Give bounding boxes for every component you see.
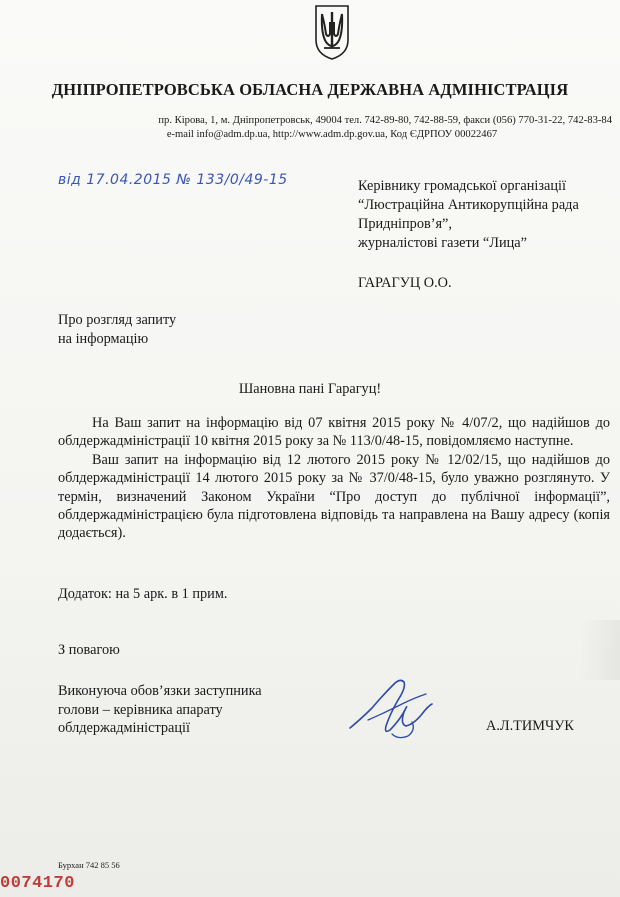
recipient-block — [358, 177, 579, 253]
greeting: Шановна пані Гарагуц! — [238, 381, 382, 397]
letter-body — [58, 414, 610, 543]
page-fold-shadow — [580, 620, 620, 680]
address-line-1: пр. Кірова, 1, м. Дніпропетровськ, 49004 тел. 742-89-80, 742-88-59, факси (056) 770-31-22, 742-83-84 — [158, 115, 612, 126]
recipient-line: журналістові газети “Лица” — [358, 235, 527, 251]
signatory-position — [58, 682, 262, 738]
body-paragraph: Ваш запит на інформацію від 12 лютого 2015 року № 12/02/15, що надійшов до облдержадміністрації 14 лютого 2015 року за № 37/0/48-15, було уважно розглянуто. У термін, визначений Законом України “Про доступ до публічної інформації”, облдержадміністрацією була підготовлена відповідь та направлена на Вашу адресу (копія додається). — [58, 451, 610, 542]
recipient-line: “Люстраційна Антикорупційна рада — [358, 197, 579, 213]
recipient-name: ГАРАГУЦ О.О. — [358, 275, 452, 291]
executor-note: Бурхан 742 85 56 — [58, 860, 120, 870]
registration-number: 0074170 — [0, 874, 75, 893]
position-line: Виконуюча обов’язки заступника — [58, 683, 262, 699]
position-line: облдержадміністрації — [58, 720, 190, 736]
handwritten-reference: від 17.04.2015 № 133/0/49-15 — [58, 172, 288, 188]
recipient-line: Керівнику громадської організації — [358, 178, 566, 194]
subject-line: Про розгляд запиту — [58, 312, 177, 328]
closing: З повагою — [58, 642, 120, 658]
recipient-line: Придніпров’я”, — [358, 216, 452, 232]
attachment-note: Додаток: на 5 арк. в 1 прим. — [58, 586, 228, 602]
subject-block — [58, 311, 176, 349]
signatory-name: А.Л.ТИМЧУК — [486, 718, 574, 734]
body-paragraph: На Ваш запит на інформацію від 07 квітня 2015 року № 4/07/2, що надійшов до облдержадміністрації 10 квітня 2015 року за № 113/0/48-15, повідомляємо наступне. — [58, 415, 610, 450]
subject-line: на інформацію — [58, 331, 149, 347]
position-line: голови – керівника апарату — [58, 701, 223, 718]
trident-coat-of-arms-icon — [314, 4, 350, 60]
organization-title: ДНІПРОПЕТРОВСЬКА ОБЛАСНА ДЕРЖАВНА АДМІНІСТРАЦІЯ — [51, 80, 569, 99]
address-line-2: e-mail info@adm.dp.ua, http://www.adm.dp.gov.ua, Код ЄДРПОУ 00022467 — [166, 129, 498, 140]
handwritten-signature — [342, 668, 442, 746]
